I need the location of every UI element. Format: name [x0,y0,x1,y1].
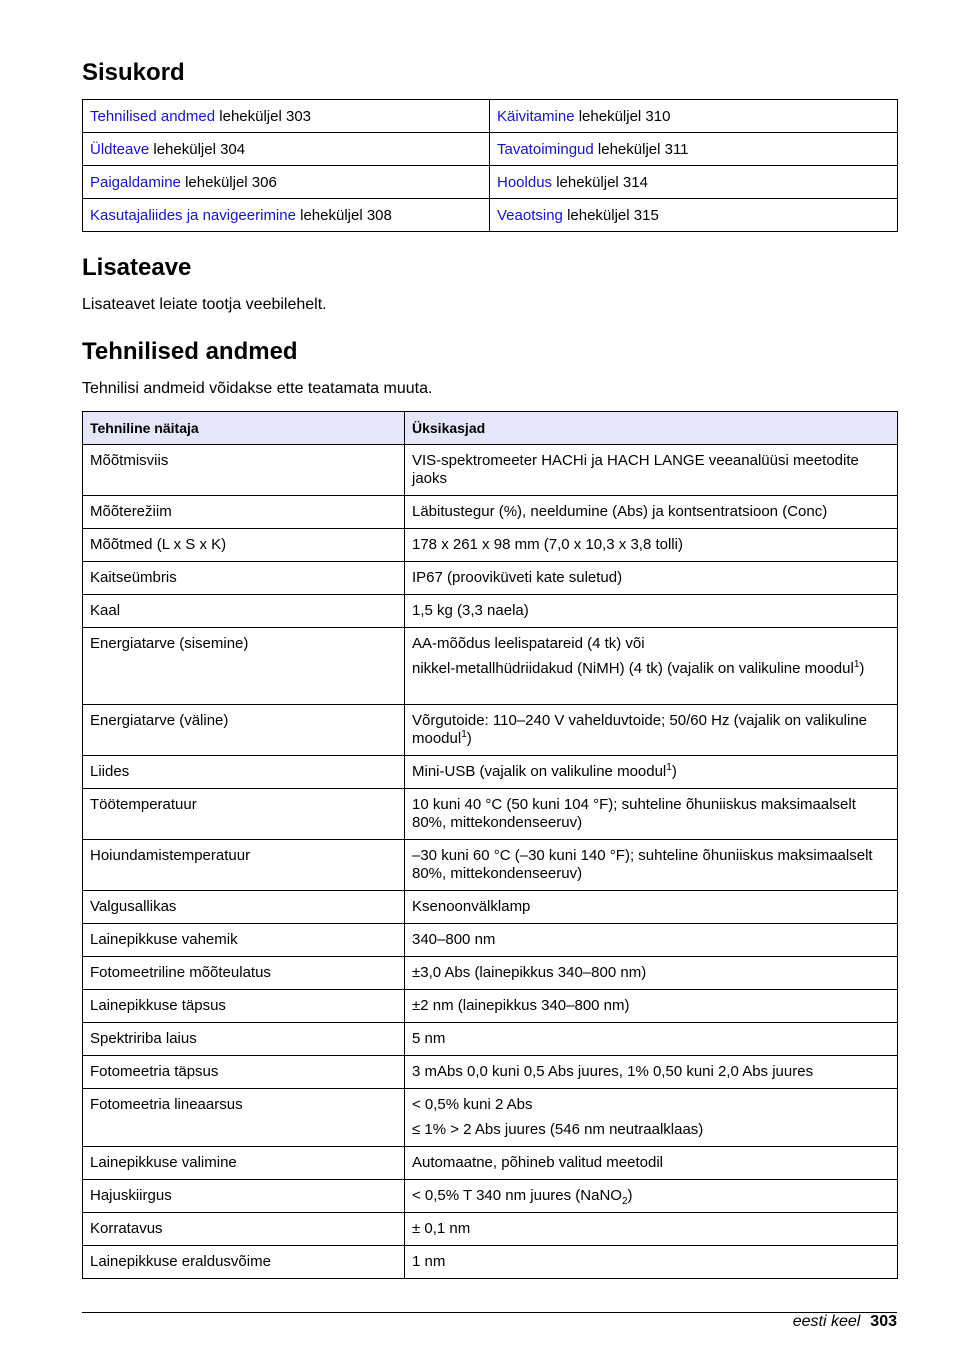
table-row [83,1089,898,1147]
table-row [83,1180,898,1213]
spec-name: Lainepikkuse eraldusvõime [83,1246,405,1279]
toc-cell [83,199,490,232]
spec-name: Liides [83,756,405,789]
spec-value-line: ≤ 1% > 2 Abs juures (546 nm neutraalklaas) [412,1121,704,1138]
specs-intro: Tehnilisi andmeid võidakse ette teatamata muuta. [82,380,433,397]
spec-value-text: ) [859,660,865,677]
toc-row [83,133,898,166]
specs-heading: Tehnilised andmed [82,338,298,365]
toc-row [83,199,898,232]
spec-value: 178 x 261 x 98 mm (7,0 x 10,3 x 3,8 tolli) [405,529,898,562]
spec-name: Spektririba laius [83,1023,405,1056]
spec-name: Mõõtmed (L x S x K) [83,529,405,562]
spec-value-text: nikkel-metallhüdriidakud (NiMH) (4 tk) (vajalik on valikuline moodul [412,660,854,677]
toc-heading: Sisukord [82,59,185,86]
spec-name: Energiatarve (sisemine) [83,628,405,705]
toc-cell [83,133,490,166]
toc-cell [490,166,898,199]
toc-page-ref: leheküljel 304 [153,140,246,158]
spec-name: Mõõtmisviis [83,445,405,496]
table-row [83,990,898,1023]
spec-value: Ksenoonvälklamp [405,891,898,924]
spec-value-text: ) [671,763,677,780]
spec-name: Lainepikkuse vahemik [83,924,405,957]
page-number: 303 [870,1313,897,1330]
spec-value: 1,5 kg (3,3 naela) [405,595,898,628]
footnote-marker: 1 [461,729,467,740]
toc-link[interactable]: Hooldus [497,173,553,191]
table-row [83,840,898,891]
spec-value: ±3,0 Abs (lainepikkus 340–800 nm) [405,957,898,990]
spec-value-line [412,660,890,678]
spec-header-details: Üksikasjad [405,412,898,445]
spec-value: VIS-spektromeeter HACHi ja HACH LANGE veeanalüüsi meetodite jaoks [405,445,898,496]
toc-link[interactable]: Tavatoimingud [497,140,594,158]
spec-header-name: Tehniline näitaja [83,412,405,445]
spec-value-line: < 0,5% kuni 2 Abs [412,1096,533,1113]
table-row [83,562,898,595]
footnote-marker: 1 [853,659,860,670]
toc-page-ref: leheküljel 303 [219,107,312,125]
spec-name: Lainepikkuse täpsus [83,990,405,1023]
subscript: 2 [621,1196,628,1207]
spec-value [405,1089,898,1147]
spec-name: Korratavus [83,1213,405,1246]
spec-value: 5 nm [405,1023,898,1056]
spec-header-row [83,412,898,445]
spec-name: Fotomeetria täpsus [83,1056,405,1089]
spec-value [405,705,898,756]
table-row [83,789,898,840]
toc-link[interactable]: Paigaldamine [90,173,181,191]
table-row [83,756,898,789]
spec-value: ±2 nm (lainepikkus 340–800 nm) [405,990,898,1023]
spec-value: Läbitustegur (%), neeldumine (Abs) ja kontsentratsioon (Conc) [405,496,898,529]
toc-page-ref: leheküljel 306 [185,173,277,191]
spec-name: Valgusallikas [83,891,405,924]
table-row [83,628,898,705]
table-row [83,1023,898,1056]
footer-divider [82,1312,897,1313]
spec-name: Lainepikkuse valimine [83,1147,405,1180]
spec-value [405,628,898,705]
spec-value [405,756,898,789]
spec-name: Kaitseümbris [83,562,405,595]
info-text: Lisateavet leiate tootja veebilehelt. [82,296,327,313]
spec-value: IP67 (prooviküveti kate suletud) [405,562,898,595]
spec-name: Hoiundamistemperatuur [83,840,405,891]
toc-link[interactable]: Üldteave [90,140,150,158]
table-row [83,1056,898,1089]
spec-value-text: Võrgutoide: 110–240 V vahelduvtoide; 50/60 Hz (vajalik on valikuline moodul [412,712,868,747]
spec-table [82,411,898,1279]
toc-row [83,100,898,133]
spec-value: 3 mAbs 0,0 kuni 0,5 Abs juures, 1% 0,50 kuni 2,0 Abs juures [405,1056,898,1089]
table-row [83,529,898,562]
spec-value: ± 0,1 nm [405,1213,898,1246]
toc-page-ref: leheküljel 310 [578,107,671,125]
table-row [83,957,898,990]
spec-value-text: ) [466,730,472,747]
table-row [83,445,898,496]
toc-page-ref: leheküljel 314 [556,173,648,191]
spec-value-text: < 0,5% T 340 nm juures (NaNO [412,1187,622,1204]
toc-page-ref: leheküljel 311 [597,140,689,158]
toc-table [82,99,898,232]
toc-page-ref: leheküljel 308 [300,206,392,224]
spec-name: Töötemperatuur [83,789,405,840]
table-row [83,496,898,529]
toc-link[interactable]: Tehnilised andmed [90,107,216,125]
info-heading: Lisateave [82,254,192,281]
toc-link[interactable]: Kasutajaliides ja navigeerimine [90,206,296,224]
spec-value-text: Mini-USB (vajalik on valikuline moodul [412,763,667,780]
toc-cell [490,133,898,166]
toc-link[interactable]: Veaotsing [497,206,563,224]
toc-page-ref: leheküljel 315 [567,206,659,224]
toc-link[interactable]: Käivitamine [497,107,575,125]
spec-value [405,1180,898,1213]
spec-value: 1 nm [405,1246,898,1279]
spec-value: 10 kuni 40 °C (50 kuni 104 °F); suhteline õhuniiskus maksimaalselt 80%, mittekondenseeruv) [405,789,898,840]
table-row [83,924,898,957]
table-row [83,705,898,756]
spec-name: Mõõterežiim [83,496,405,529]
toc-cell [490,199,898,232]
toc-cell [490,100,898,133]
spec-name: Hajuskiirgus [83,1180,405,1213]
footer-language: eesti keel [792,1313,861,1330]
spec-value-text: ) [627,1187,633,1204]
spec-name: Fotomeetriline mõõteulatus [83,957,405,990]
toc-cell [83,100,490,133]
spec-name: Kaal [83,595,405,628]
spec-name: Energiatarve (väline) [83,705,405,756]
spec-value: 340–800 nm [405,924,898,957]
toc-row [83,166,898,199]
spec-value: –30 kuni 60 °C (–30 kuni 140 °F); suhteline õhuniiskus maksimaalselt 80%, mittekondenseeruv) [405,840,898,891]
table-row [83,891,898,924]
page-footer [793,1312,897,1332]
footnote-marker: 1 [666,762,672,773]
spec-value-line: AA-mõõdus leelispatareid (4 tk) või [412,635,645,652]
table-row [83,1246,898,1279]
spec-value: Automaatne, põhineb valitud meetodil [405,1147,898,1180]
spec-name: Fotomeetria lineaarsus [83,1089,405,1147]
table-row [83,1213,898,1246]
toc-cell [83,166,490,199]
table-row [83,1147,898,1180]
table-row [83,595,898,628]
